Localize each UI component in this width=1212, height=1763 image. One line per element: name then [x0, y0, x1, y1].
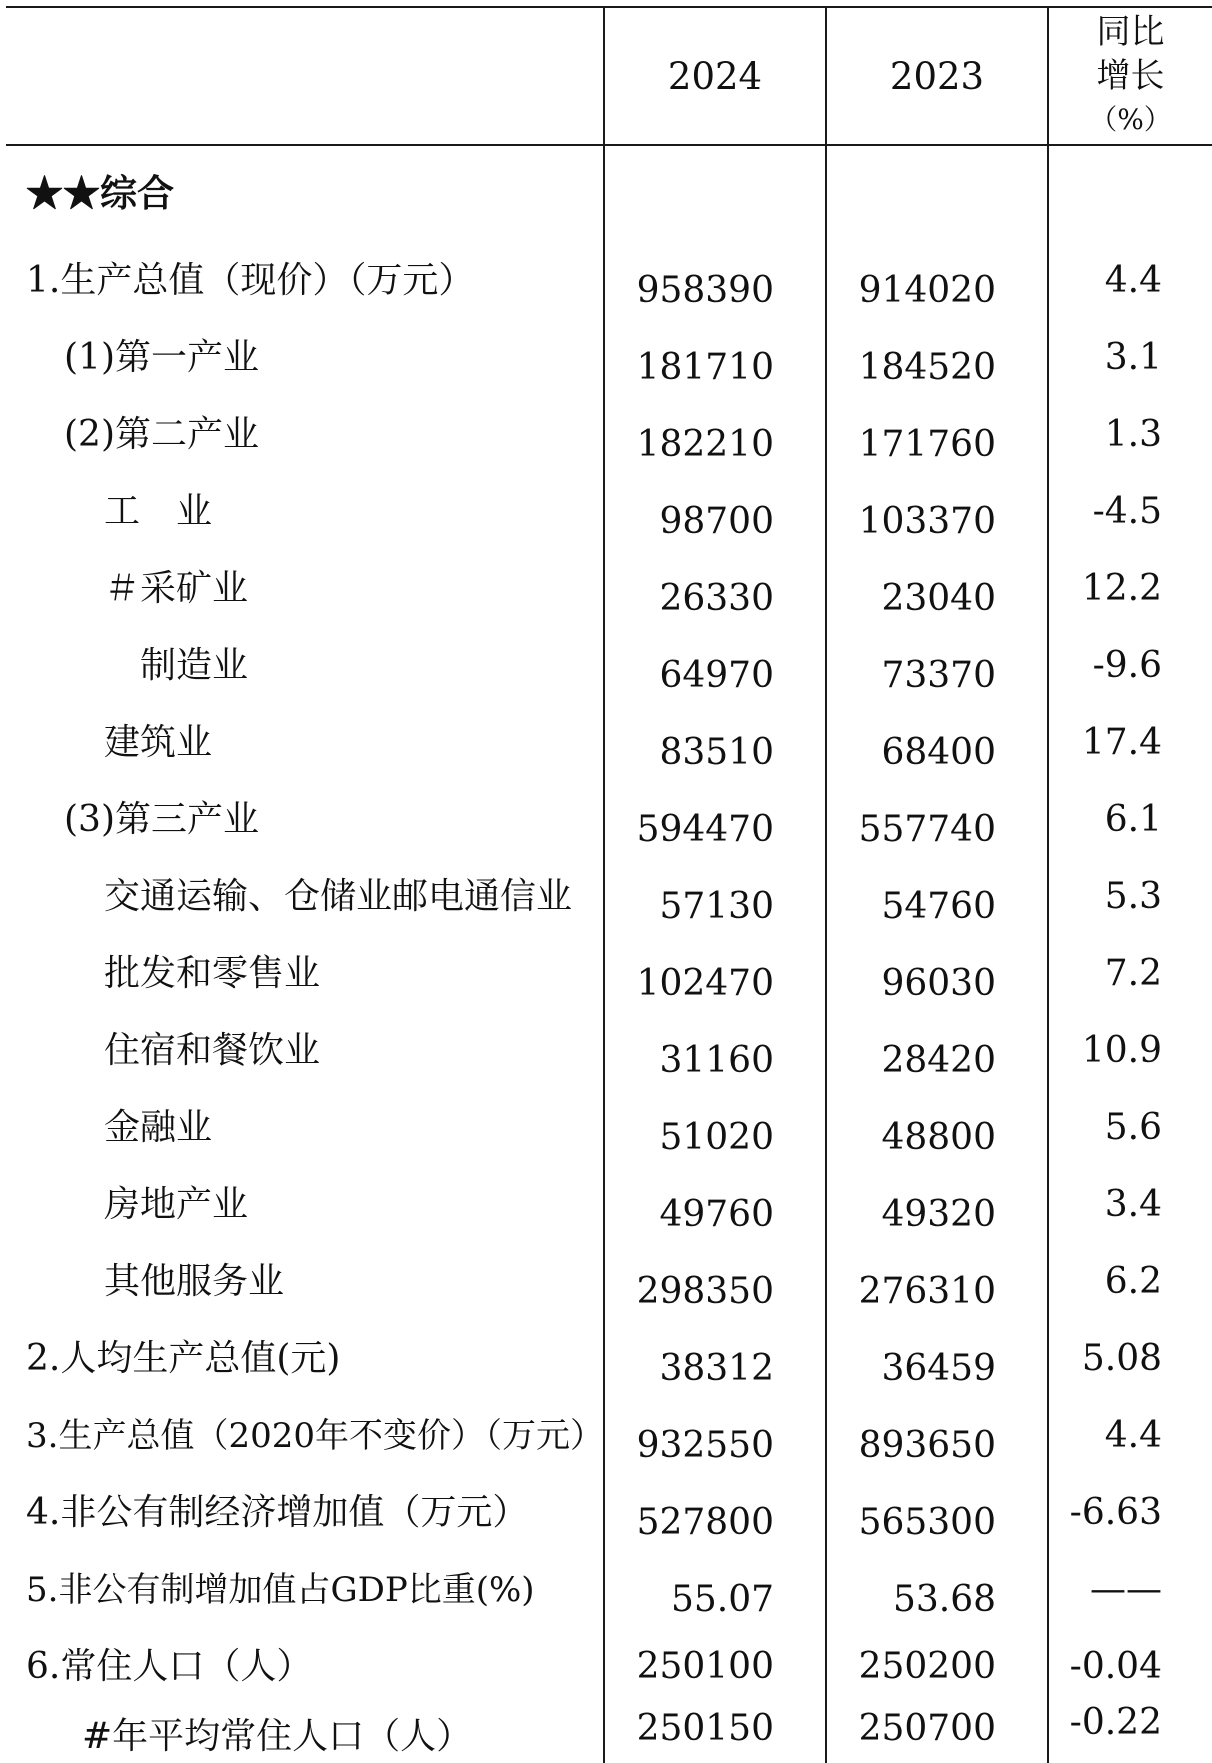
header-growth-line2: 增长 — [1096, 56, 1165, 96]
header-growth-line1: 同比 — [1096, 12, 1165, 52]
table-row — [0, 1636, 1212, 1696]
row-label: 其他服务业 — [104, 1261, 285, 1302]
table-row — [0, 250, 1212, 310]
value-2024: 51020 — [659, 1117, 774, 1158]
value-2023: 53.68 — [892, 1579, 996, 1620]
value-2023: 23040 — [881, 578, 996, 619]
value-2023: 276310 — [858, 1271, 996, 1312]
value-2024: 594470 — [636, 809, 774, 850]
value-2024: 83510 — [659, 732, 774, 773]
row-label: (3)第三产业 — [64, 799, 259, 840]
growth-value: -0.22 — [1069, 1702, 1162, 1743]
growth-value: -9.6 — [1092, 645, 1162, 686]
value-2024: 958390 — [636, 270, 774, 311]
value-2023: 184520 — [858, 347, 996, 388]
table-row — [0, 481, 1212, 541]
value-2023: 28420 — [881, 1040, 996, 1081]
growth-value: 5.3 — [1104, 876, 1162, 917]
row-label: 住宿和餐饮业 — [104, 1030, 321, 1071]
table-row — [0, 789, 1212, 849]
row-label: 4.非公有制经济增加值（万元） — [26, 1492, 529, 1533]
growth-value: 17.4 — [1081, 722, 1162, 763]
growth-value: 4.4 — [1104, 260, 1162, 301]
value-2024: 57130 — [659, 886, 774, 927]
row-label: 房地产业 — [104, 1184, 249, 1225]
header-2024: 2024 — [667, 55, 763, 98]
value-2024: 31160 — [659, 1040, 774, 1081]
row-label: 6.常住人口（人） — [26, 1646, 313, 1687]
value-2023: 54760 — [881, 886, 996, 927]
value-2024: 181710 — [636, 347, 774, 388]
growth-value: -0.04 — [1069, 1646, 1162, 1687]
row-label: 3.生产总值（2020年不变价）（万元） — [26, 1416, 604, 1456]
growth-value: —— — [1090, 1569, 1162, 1610]
value-2023: 557740 — [858, 809, 996, 850]
table-row — [0, 712, 1212, 772]
table-row — [0, 1559, 1212, 1619]
value-2024: 102470 — [636, 963, 774, 1004]
growth-value: 3.4 — [1104, 1184, 1162, 1225]
value-2023: 893650 — [858, 1425, 996, 1466]
growth-value: 4.4 — [1104, 1415, 1162, 1456]
value-2024: 298350 — [636, 1271, 774, 1312]
growth-value: 5.08 — [1081, 1338, 1162, 1379]
growth-value: 6.1 — [1104, 799, 1162, 840]
row-label: 建筑业 — [104, 722, 213, 763]
value-2024: 932550 — [636, 1425, 774, 1466]
value-2024: 49760 — [659, 1194, 774, 1235]
table-row — [0, 866, 1212, 926]
value-2023: 565300 — [858, 1502, 996, 1543]
header-2023: 2023 — [889, 55, 985, 98]
value-2024: 98700 — [659, 501, 774, 542]
row-label: (2)第二产业 — [64, 414, 259, 455]
table-row — [0, 404, 1212, 464]
value-2023: 250200 — [858, 1646, 996, 1687]
row-label: 5.非公有制增加值占GDP比重(%) — [26, 1570, 535, 1610]
growth-value: 5.6 — [1104, 1107, 1162, 1148]
header-bottom-border — [6, 144, 1212, 146]
value-2023: 914020 — [858, 270, 996, 311]
value-2023: 49320 — [881, 1194, 996, 1235]
value-2024: 527800 — [636, 1502, 774, 1543]
value-2024: 250100 — [636, 1646, 774, 1687]
header-growth-line3: （%） — [1089, 103, 1172, 136]
growth-value: -6.63 — [1069, 1492, 1162, 1533]
value-2024: 55.07 — [670, 1579, 774, 1620]
table-row — [0, 1174, 1212, 1234]
value-2023: 73370 — [881, 655, 996, 696]
growth-value: 1.3 — [1104, 414, 1162, 455]
value-2024: 182210 — [636, 424, 774, 465]
section-title: ★★综合 — [26, 171, 174, 215]
value-2023: 68400 — [881, 732, 996, 773]
value-2023: 96030 — [881, 963, 996, 1004]
growth-value: -4.5 — [1092, 491, 1162, 532]
table-row — [0, 1097, 1212, 1157]
row-label: 工 业 — [104, 491, 213, 532]
value-2024: 26330 — [659, 578, 774, 619]
value-2024: 64970 — [659, 655, 774, 696]
growth-value: 3.1 — [1104, 337, 1162, 378]
header-growth — [1049, 10, 1212, 142]
row-label: 制造业 — [140, 645, 249, 686]
value-2023: 48800 — [881, 1117, 996, 1158]
row-label: 交通运输、仓储业邮电通信业 — [104, 876, 573, 917]
row-label: 批发和零售业 — [104, 953, 321, 994]
value-2023: 171760 — [858, 424, 996, 465]
table-row — [0, 1328, 1212, 1388]
table-row — [0, 1482, 1212, 1542]
table-row — [0, 327, 1212, 387]
table-row — [0, 558, 1212, 618]
row-label: (1)第一产业 — [64, 337, 259, 378]
value-2023: 250700 — [858, 1708, 996, 1749]
growth-value: 10.9 — [1081, 1030, 1162, 1071]
table-row — [0, 943, 1212, 1003]
growth-value: 12.2 — [1081, 568, 1162, 609]
growth-value: 6.2 — [1104, 1261, 1162, 1302]
value-2023: 36459 — [881, 1348, 996, 1389]
row-label: ＃采矿业 — [104, 568, 249, 609]
growth-value: 7.2 — [1104, 953, 1162, 994]
value-2023: 103370 — [858, 501, 996, 542]
table-top-border — [6, 6, 1212, 8]
row-label: 1.生产总值（现价）（万元） — [26, 260, 475, 301]
value-2024: 38312 — [659, 1348, 774, 1389]
value-2024: 250150 — [636, 1708, 774, 1749]
table-row — [0, 1251, 1212, 1311]
table-row — [0, 1405, 1212, 1465]
table-row — [0, 635, 1212, 695]
table-row — [0, 1700, 1212, 1760]
table-row — [0, 1020, 1212, 1080]
row-label: 2.人均生产总值(元) — [26, 1338, 341, 1379]
row-label: #年平均常住人口（人） — [82, 1716, 473, 1757]
row-label: 金融业 — [104, 1107, 213, 1148]
